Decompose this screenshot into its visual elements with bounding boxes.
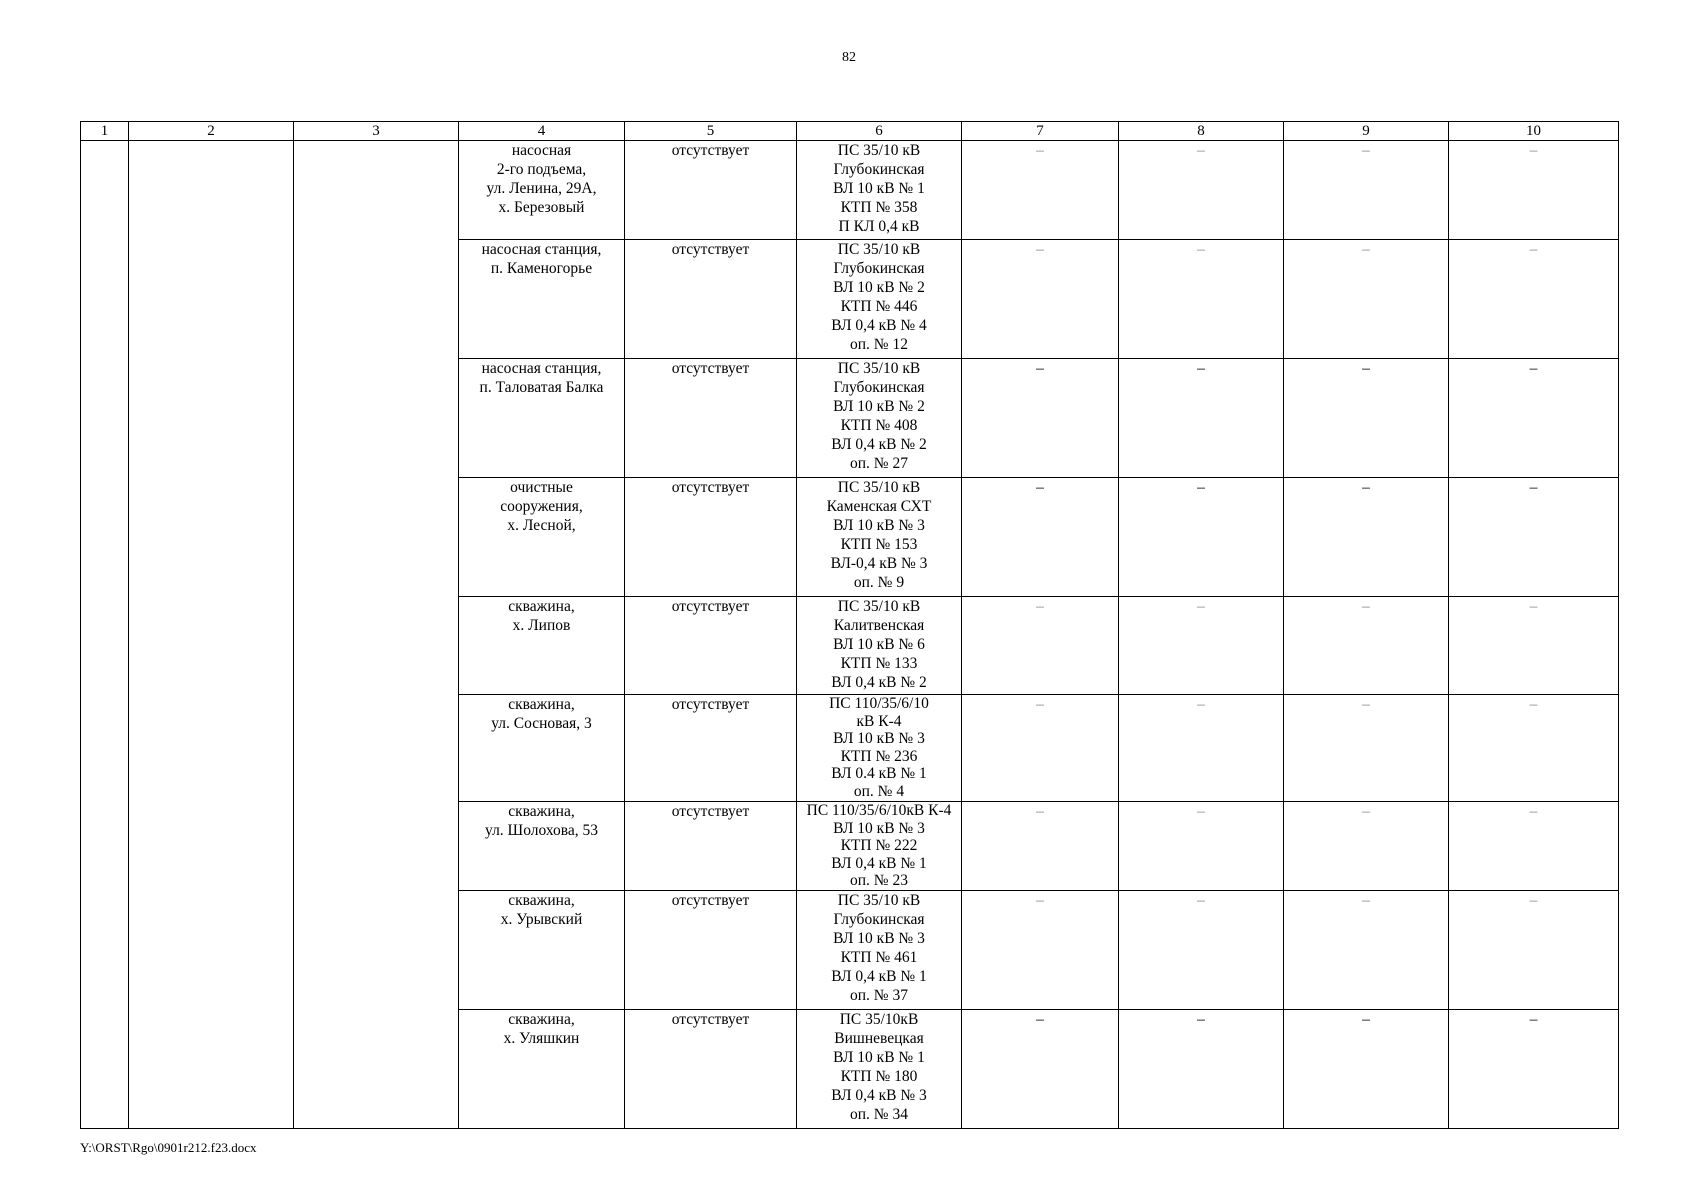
power-source-cell: ПС 35/10 кВ Глубокинская ВЛ 10 кВ № 1 КТП № 358 П КЛ 0,4 кВ (797, 141, 962, 240)
table-row (81, 141, 1619, 240)
power-source-cell: ПС 110/35/6/10кВ К-4 ВЛ 10 кВ № 3 КТП № 222 ВЛ 0,4 кВ № 1 оп. № 23 (797, 802, 962, 891)
value-cell-9: – (1284, 891, 1449, 1010)
power-source-cell: ПС 35/10 кВ Глубокинская ВЛ 10 кВ № 2 КТП № 408 ВЛ 0,4 кВ № 2 оп. № 27 (797, 359, 962, 478)
status-cell: отсутствует (625, 695, 797, 802)
status-cell: отсутствует (625, 891, 797, 1010)
value-cell-7: – (962, 359, 1119, 478)
value-cell-9: – (1284, 1010, 1449, 1129)
object-cell: насосная станция, п. Каменогорье (459, 240, 625, 359)
status-cell: отсутствует (625, 597, 797, 695)
value-cell-8: – (1119, 891, 1284, 1010)
header-row (81, 122, 1619, 141)
column-header-3: 3 (294, 122, 459, 141)
value-cell-7: – (962, 802, 1119, 891)
value-cell-10: – (1449, 1010, 1619, 1129)
status-cell: отсутствует (625, 1010, 797, 1129)
column-header-10: 10 (1449, 122, 1619, 141)
object-cell: скважина, х. Липов (459, 597, 625, 695)
column-2-cell (129, 141, 294, 1129)
status-cell: отсутствует (625, 141, 797, 240)
data-table (80, 121, 1619, 1129)
value-cell-8: – (1119, 478, 1284, 597)
column-header-9: 9 (1284, 122, 1449, 141)
value-cell-7: – (962, 240, 1119, 359)
value-cell-8: – (1119, 597, 1284, 695)
value-cell-10: – (1449, 141, 1619, 240)
column-header-1: 1 (81, 122, 129, 141)
value-cell-10: – (1449, 240, 1619, 359)
power-source-cell: ПС 35/10 кВ Глубокинская ВЛ 10 кВ № 2 КТП № 446 ВЛ 0,4 кВ № 4 оп. № 12 (797, 240, 962, 359)
value-cell-7: – (962, 695, 1119, 802)
value-cell-9: – (1284, 802, 1449, 891)
value-cell-7: – (962, 1010, 1119, 1129)
value-cell-7: – (962, 478, 1119, 597)
value-cell-10: – (1449, 359, 1619, 478)
object-cell: скважина, ул. Сосновая, 3 (459, 695, 625, 802)
value-cell-7: – (962, 891, 1119, 1010)
value-cell-9: – (1284, 240, 1449, 359)
status-cell: отсутствует (625, 240, 797, 359)
column-1-cell (81, 141, 129, 1129)
power-source-cell: ПС 35/10кВ Вишневецкая ВЛ 10 кВ № 1 КТП № 180 ВЛ 0,4 кВ № 3 оп. № 34 (797, 1010, 962, 1129)
footer-file-path: Y:\ORST\Rgo\0901r212.f23.docx (80, 1140, 257, 1155)
status-cell: отсутствует (625, 359, 797, 478)
value-cell-8: – (1119, 695, 1284, 802)
column-header-6: 6 (797, 122, 962, 141)
value-cell-9: – (1284, 597, 1449, 695)
power-source-cell: ПС 35/10 кВ Калитвенская ВЛ 10 кВ № 6 КТП № 133 ВЛ 0,4 кВ № 2 (797, 597, 962, 695)
column-header-8: 8 (1119, 122, 1284, 141)
value-cell-8: – (1119, 1010, 1284, 1129)
value-cell-9: – (1284, 359, 1449, 478)
value-cell-7: – (962, 141, 1119, 240)
column-header-5: 5 (625, 122, 797, 141)
value-cell-8: – (1119, 240, 1284, 359)
value-cell-7: – (962, 597, 1119, 695)
value-cell-10: – (1449, 802, 1619, 891)
object-cell: скважина, х. Уляшкин (459, 1010, 625, 1129)
status-cell: отсутствует (625, 802, 797, 891)
object-cell: насосная станция, п. Таловатая Балка (459, 359, 625, 478)
object-cell: насосная 2-го подъема, ул. Ленина, 29А, х. Березовый (459, 141, 625, 240)
status-cell: отсутствует (625, 478, 797, 597)
value-cell-10: – (1449, 597, 1619, 695)
power-source-cell: ПС 110/35/6/10 кВ К-4 ВЛ 10 кВ № 3 КТП № 236 ВЛ 0.4 кВ № 1 оп. № 4 (797, 695, 962, 802)
power-source-cell: ПС 35/10 кВ Каменская СХТ ВЛ 10 кВ № 3 КТП № 153 ВЛ-0,4 кВ № 3 оп. № 9 (797, 478, 962, 597)
object-cell: скважина, х. Урывский (459, 891, 625, 1010)
value-cell-10: – (1449, 695, 1619, 802)
column-header-4: 4 (459, 122, 625, 141)
value-cell-10: – (1449, 478, 1619, 597)
value-cell-9: – (1284, 695, 1449, 802)
object-cell: скважина, ул. Шолохова, 53 (459, 802, 625, 891)
value-cell-8: – (1119, 141, 1284, 240)
column-header-2: 2 (129, 122, 294, 141)
column-header-7: 7 (962, 122, 1119, 141)
value-cell-9: – (1284, 141, 1449, 240)
value-cell-8: – (1119, 359, 1284, 478)
value-cell-10: – (1449, 891, 1619, 1010)
power-source-cell: ПС 35/10 кВ Глубокинская ВЛ 10 кВ № 3 КТП № 461 ВЛ 0,4 кВ № 1 оп. № 37 (797, 891, 962, 1010)
value-cell-9: – (1284, 478, 1449, 597)
value-cell-8: – (1119, 802, 1284, 891)
page-number: 82 (842, 50, 856, 65)
object-cell: очистные сооружения, х. Лесной, (459, 478, 625, 597)
column-3-cell (294, 141, 459, 1129)
